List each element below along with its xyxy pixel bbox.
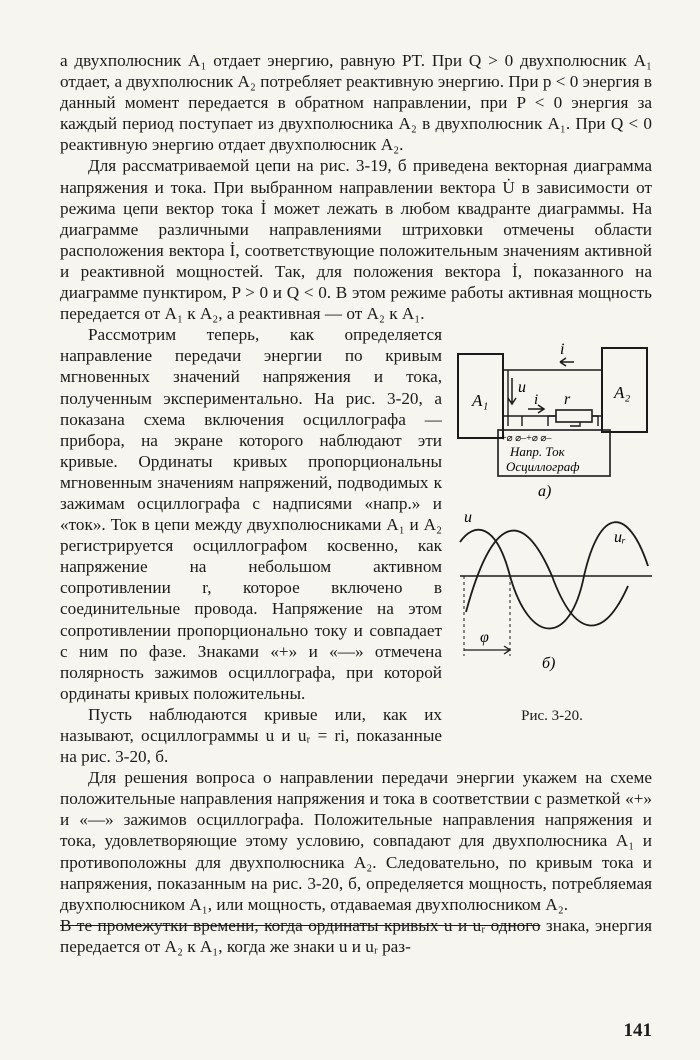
figure-3-20 xyxy=(452,326,652,726)
current-mid-label: i xyxy=(534,392,539,409)
voltage-arrow xyxy=(508,378,516,404)
osc-title: Осциллограф xyxy=(506,459,580,475)
paragraph-1: а двухполюсник A₁ отдает энергию, равную PT. При Q > 0 двухполюсник A₁ отдает, а двухполюсник A₂ потребляет реактивную энергию. При p < 0 энергия в данный момент передается в обратном направлении, при P < 0 энергия за каждый период поступает из двухполюсника A₂ в двухполюсник A₁. При Q < 0 реактивную энергию отдает двухполюсник A₂. xyxy=(60,51,653,155)
label-a: а) xyxy=(538,483,552,501)
terminal-markings: +⌀ ⌀–+⌀ ⌀– xyxy=(501,433,552,445)
page-body xyxy=(60,50,652,957)
current-arrow-top xyxy=(560,358,574,366)
curve-u-label: u xyxy=(464,509,472,527)
phi-arrow xyxy=(464,646,510,654)
voltage-label: u xyxy=(518,379,526,397)
osc-labels: Напр. Ток xyxy=(510,444,565,460)
paragraph-3: Рассмотрим теперь, как определяется направление передачи энергии по кривым мгновенных значений напряжения и тока, полученным экспериментально. На рис. 3-20, а показана схема включения осциллографа — прибора, на экране которого наблюдают эти кривые. Ординаты кривых пропорциональны мгновенным значениям напряжений, подводимых к зажимам осциллографа с надписями «напр.» и «ток». Ток в цепи между двухполюсниками A₁ и A₂ регистрируется осциллографом косвенно, как напряжение на небольшом активном сопротивлении r, которое включено в соединительные провода. Напряжение на этом сопротивлении пропорционально току и совпадает с ним по фазе. Знаками «+» и «—» отмечена полярность зажимов осциллографа, при которой ординаты кривых положительны. xyxy=(60,325,442,703)
paragraph-2: Для рассматриваемой цепи на рис. 3-19, б приведена векторная диаграмма напряжения и тока. При выбранном направлении вектора U̇ в зависимости от режима цепи вектор тока İ может лежать в любом квадранте диаграммы. На диаграмме различными направлениями штриховки отмечены области расположения вектора İ, соответствующие положительным значениям активной и реактивной мощностей. Так, для положения вектора İ, показанного на диаграмме пунктиром, P > 0 и Q < 0. В этом режиме работы активная мощность передается от A₁ к A₂, а реактивная — от A₂ к A₁. xyxy=(60,156,652,324)
page-number: 141 xyxy=(623,1020,652,1041)
resistor-r xyxy=(556,410,592,422)
curve-u-line xyxy=(466,531,628,626)
current-top-label: i xyxy=(560,341,565,359)
curve-ur-label: uᵣ xyxy=(614,529,626,547)
block-a2-label: A₂ xyxy=(614,383,631,403)
struck-text: В те промежутки времени, когда ординаты кривых u и uᵣ одного xyxy=(60,915,541,935)
paragraph-6 xyxy=(60,915,652,957)
label-b: б) xyxy=(542,655,556,673)
block-a1-label: A₁ xyxy=(472,391,489,411)
phi-label: φ xyxy=(480,629,489,647)
figure-drawing xyxy=(452,326,652,704)
resistor-label: r xyxy=(564,391,571,409)
paragraph-5: Для решения вопроса о направлении передачи энергии укажем на схеме положительные направления напряжения и тока в соответствии с разметкой «+» и «—» зажимов осциллографа. Положительные направления напряжения и тока, удовлетворяющие этому условию, совпадают для двухполюсника A₁ и противоположны для двухполюсника A₂. Следовательно, по кривым тока и напряжения, показанным на рис. 3-20, б, определяется мощность, потребляемая двухполюсником A₁, или мощность, отдаваемая двухполюсником A₂. xyxy=(60,768,652,914)
paragraph-6-text: знака, энергия передается от A₂ к A₁, когда же знаки u и uᵣ раз- xyxy=(60,915,652,956)
paragraph-4: Пусть наблюдаются кривые или, как их называют, осциллограммы u и uᵣ = ri, показанные на рис. 3-20, б. xyxy=(60,704,442,767)
figure-caption: Рис. 3-20. xyxy=(521,708,583,725)
